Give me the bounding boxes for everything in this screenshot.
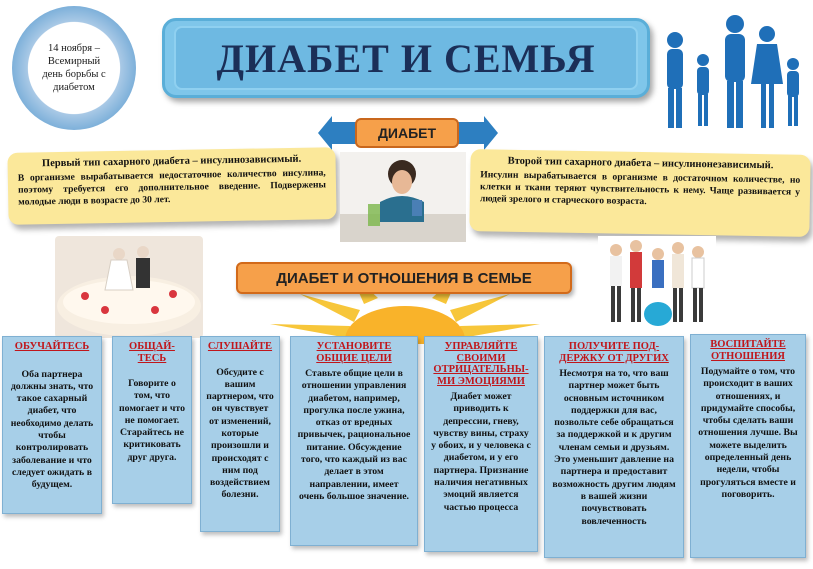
world-diabetes-day-badge [12, 6, 136, 130]
column-learn-title: ОБУЧАЙТЕСЬ [14, 341, 90, 352]
badge-text: 14 ноября – Всемирный день борьбы с диабетом [42, 43, 106, 93]
column-goals [290, 336, 418, 546]
column-communicate-text: Говорите о том, что помогает и что не помогает. Старайтесь не критиковать друг друга. [119, 378, 185, 463]
column-support-text: Несмотря на то, что ваш партнер может быть основным источником поддержки для вас, позвольте себе обращаться за поддержкой и к другим членам семьи и друзьям. Это уменьшит давление на партнера и предоставит возможность другим людям в вашей жизни почувствовать вовлеченность [552, 368, 676, 527]
family-silhouette-image [655, 8, 805, 130]
wedding-cake-photo [55, 236, 203, 338]
column-listen-title: СЛУШАЙТЕ [207, 341, 273, 352]
column-goals-title: УСТАНОВИТЕ ОБЩИЕ ЦЕЛИ [316, 341, 392, 364]
column-learn-text: Оба партнера должны знать, что такое сахарный диабет, что необходимо делать чтобы контролировать заболевание и что следует ожидать в будущем. [10, 368, 94, 491]
column-listen-text: Обсудите с вашим партнером, что он чувствует от изменений, которые произошли и происходят с ним под воздействием болезни. [206, 366, 274, 501]
column-communicate [112, 336, 192, 504]
column-emotions [424, 336, 538, 552]
type1-note [7, 147, 336, 225]
type1-text: В организме вырабатывается недостаточное количество инсулина, поэтому требуется его дополнительное введение. Подвержены молодые люди в возрасте до 30 лет. [17, 167, 327, 208]
column-relations-text: Подумайте о том, что происходит в ваших отношениях, и придумайте способы, чтобы сделать ваши отношения лучше. Вы можете выделить определенный день недели, чтобы прогуляться вместе и поговорить. [698, 366, 798, 500]
diabetes-label: ДИАБЕТ [355, 118, 459, 148]
relations-banner: ДИАБЕТ И ОТНОШЕНИЯ В СЕМЬЕ [236, 262, 572, 294]
type1-title: Первый тип сахарного диабета – инсулинозависимый. [41, 153, 302, 170]
page-title: ДИАБЕТ И СЕМЬЯ [174, 26, 638, 90]
column-learn [2, 336, 102, 514]
page-title-frame [162, 18, 650, 98]
glucose-test-photo [340, 152, 466, 242]
family-group-photo [598, 236, 716, 328]
column-relations [690, 334, 806, 558]
column-relations-title: ВОСПИТАЙТЕ ОТНОШЕНИЯ [710, 339, 786, 362]
column-support [544, 336, 684, 558]
column-communicate-title: ОБЩАЙ-ТЕСЬ [129, 341, 175, 364]
type2-title: Второй тип сахарного диабета – инсулинонезависимый. [507, 155, 774, 172]
column-support-title: ПОЛУЧИТЕ ПОД-ДЕРЖКУ ОТ ДРУГИХ [559, 341, 669, 364]
type2-note [469, 149, 810, 237]
badge-inner [28, 22, 120, 114]
column-emotions-title: УПРАВЛЯЙТЕ СВОИМИ ОТРИЦАТЕЛЬНЫ-МИ ЭМОЦИЯМИ [433, 341, 529, 387]
column-listen [200, 336, 280, 532]
column-goals-text: Ставьте общие цели в отношении управления диабетом, например, прогулка после ужина, отказ от вредных привычек, рациональное питание. Обсуждение того, что каждый из вас делает в этом направлении, имеет очень большое значение. [297, 368, 411, 502]
column-emotions-text: Диабет может приводить к депрессии, гневу, чувству вины, страху у обоих, и у человека с диабетом, и у его партнера. Признание наличия негативных эмоций является частью процесса [431, 391, 531, 513]
type2-text: Инсулин вырабатывается в организме в достаточном количестве, но клетки и ткани теряют чувствительность к нему. Чаще развивается у людей зрелого и старческого возраста. [479, 169, 801, 208]
